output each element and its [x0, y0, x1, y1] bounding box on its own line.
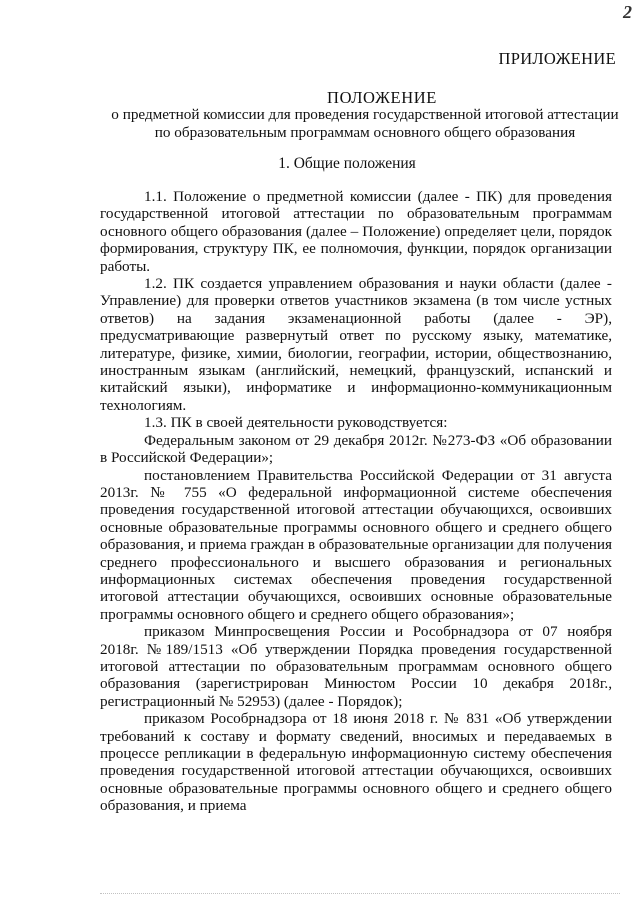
document-subtitle: о предметной комиссии для проведения государственной итоговой аттестации по образовательным программам основного общего образования	[111, 106, 619, 141]
appendix-label: ПРИЛОЖЕНИЕ	[498, 49, 616, 68]
scan-edge-marks	[100, 893, 620, 900]
paragraph-1-3: 1.3. ПК в своей деятельности руководствуется:	[144, 414, 448, 432]
paragraph-rosobrnadzor-order: приказом Рособрнадзора от 18 июня 2018 г. № 831 «Об утверждении требований к составу и формату сведений, вносимых и передаваемых в процессе репликации в федеральную информационную систему обеспечения проведения государственной итоговой аттестации обучающихся, освоивших основные образовательные программы основного общего и среднего общего образования, и приема	[100, 710, 612, 815]
paragraph-1-1: 1.1. Положение о предметной комиссии (далее - ПК) для проведения государственной итоговой аттестации по образовательным программам основного общего образования (далее – Положение) определяет цели, порядок формирования, структуру ПК, ее полномочия, функции, порядок организации работы.	[100, 188, 612, 275]
paragraph-government-decree: постановлением Правительства Российской Федерации от 31 августа 2013г. № 755 «О федеральной информационной системе обеспечения проведения государственной итоговой аттестации обучающихся, освоивших основные образовательные программы основного общего и среднего общего образования, и приема граждан в образовательные организации для получения среднего профессионального и высшего образования и региональных информационных системах обеспечения проведения государственной итоговой аттестации обучающихся, освоивших основные образовательные программы основного общего и среднего общего образования»;	[100, 466, 612, 623]
section-heading	[0, 155, 640, 173]
page-number: 2	[623, 2, 632, 22]
document-title	[0, 88, 640, 108]
section-heading-text: 1. Общие положения	[278, 155, 416, 172]
paragraph-1-2: 1.2. ПК создается управлением образования и науки области (далее - Управление) для проверки ответов участников экзамена (в том числе устных ответов) на задания экзаменационной работы (далее - ЭР), предусматривающие развернутый ответ по русскому языку, математике, литературе, физике, химии, биологии, географии, истории, обществознанию, иностранным языкам (английский, немецкий, французский, испанский и китайский языки), информатике и информационно-коммуникационным технологиям.	[100, 275, 612, 414]
document-title-text: ПОЛОЖЕНИЕ	[327, 88, 437, 107]
paragraph-federal-law: Федеральным законом от 29 декабря 2012г. №273-ФЗ «Об образовании в Российской Федерации»;	[100, 431, 612, 467]
document-body	[100, 188, 612, 815]
paragraph-ministry-order: приказом Минпросвещения России и Рособрнадзора от 07 ноября 2018г. №189/1513 «Об утверждении Порядка проведения государственной итоговой аттестации по образовательным программам основного общего образования (зарегистрирован Минюстом России 10 декабря 2018г., регистрационный № 52953) (далее - Порядок);	[100, 623, 612, 710]
